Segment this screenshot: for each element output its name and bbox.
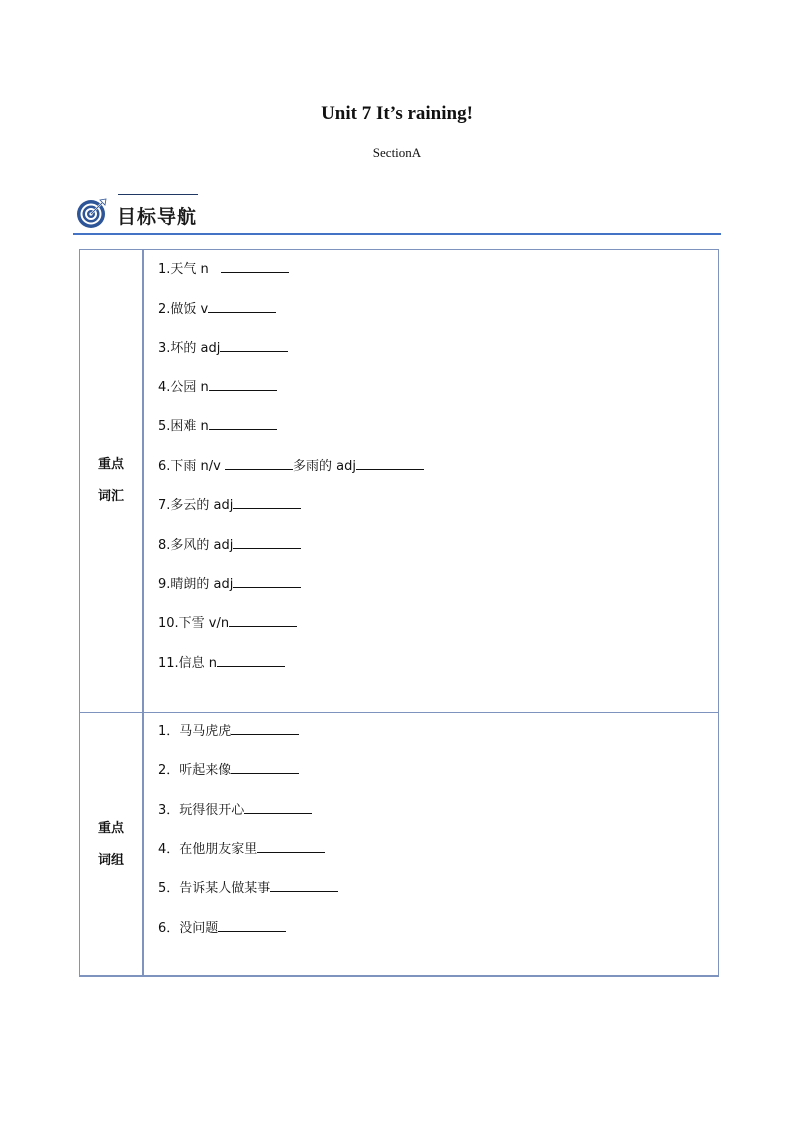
item-text: 3.坏的 adj [158, 341, 221, 356]
answer-blank[interactable] [217, 654, 285, 667]
item-text: 8.多风的 adj [158, 538, 234, 553]
answer-blank[interactable] [233, 575, 301, 588]
answer-blank[interactable] [209, 417, 277, 430]
row-label-line1: 重点 [97, 821, 124, 836]
section-subtitle: SectionA [372, 145, 422, 160]
list-item [158, 575, 301, 593]
answer-blank[interactable] [244, 801, 312, 814]
item-text: 5.困难 n [158, 419, 209, 434]
item-text: 2.做饭 v [158, 302, 209, 317]
list-item [158, 919, 286, 937]
vocabulary-items [144, 250, 718, 712]
item-text: 9.晴朗的 adj [158, 577, 234, 592]
list-item [158, 761, 299, 779]
document-title: Unit 7 It’s raining! [321, 103, 473, 124]
list-item [158, 722, 299, 740]
item-text: 4.公园 n [158, 380, 209, 395]
item-text: 5．告诉某人做某事 [158, 881, 271, 896]
answer-blank[interactable] [218, 919, 286, 932]
list-item [158, 840, 325, 858]
item-text: 10.下雪 v/n [158, 616, 230, 631]
item-text: 11.信息 n [158, 656, 218, 671]
list-item [158, 879, 338, 897]
list-item [158, 378, 277, 396]
answer-blank[interactable] [209, 378, 277, 391]
item-text: 6．没问题 [158, 921, 219, 936]
answer-blank[interactable] [221, 260, 289, 273]
list-item [158, 654, 285, 672]
row-label-phrases [80, 713, 144, 977]
list-item [158, 614, 297, 632]
answer-blank[interactable] [233, 496, 301, 509]
row-label-line2: 词组 [97, 853, 124, 868]
section-heading: 目标导航 [117, 206, 198, 228]
answer-blank[interactable] [208, 300, 276, 313]
list-item [158, 536, 301, 554]
answer-blank[interactable] [257, 840, 325, 853]
item-text-secondary: 多雨的 adj [293, 459, 356, 474]
phrase-items [144, 713, 718, 977]
item-text: 2．听起来像 [158, 763, 232, 778]
worksheet-table [79, 249, 719, 977]
answer-blank[interactable] [225, 457, 293, 470]
item-text: 1.天气 n [158, 262, 209, 277]
list-item [158, 496, 301, 514]
row-label-line1: 重点 [97, 457, 124, 472]
answer-blank[interactable] [233, 536, 301, 549]
list-item [158, 300, 276, 318]
answer-blank[interactable] [220, 339, 288, 352]
header-rule [73, 233, 721, 235]
answer-blank[interactable] [229, 614, 297, 627]
answer-blank[interactable] [270, 879, 338, 892]
answer-blank[interactable] [231, 722, 299, 735]
list-item [158, 801, 312, 819]
list-item [158, 260, 289, 278]
list-item [158, 417, 277, 435]
row-label-vocabulary [80, 250, 144, 712]
item-text: 7.多云的 adj [158, 498, 234, 513]
table-row-phrases [80, 713, 718, 977]
item-text: 4．在他朋友家里 [158, 842, 258, 857]
item-text: 3．玩得很开心 [158, 803, 245, 818]
item-text: 6.下雨 n/v [158, 459, 221, 474]
item-text: 1．马马虎虎 [158, 724, 232, 739]
row-label-line2: 词汇 [97, 489, 124, 504]
answer-blank[interactable] [231, 761, 299, 774]
list-item [158, 339, 288, 357]
list-item [158, 457, 424, 475]
header-overline [118, 194, 198, 195]
answer-blank[interactable] [356, 457, 424, 470]
table-row-vocabulary [80, 250, 718, 713]
target-icon [76, 197, 108, 229]
